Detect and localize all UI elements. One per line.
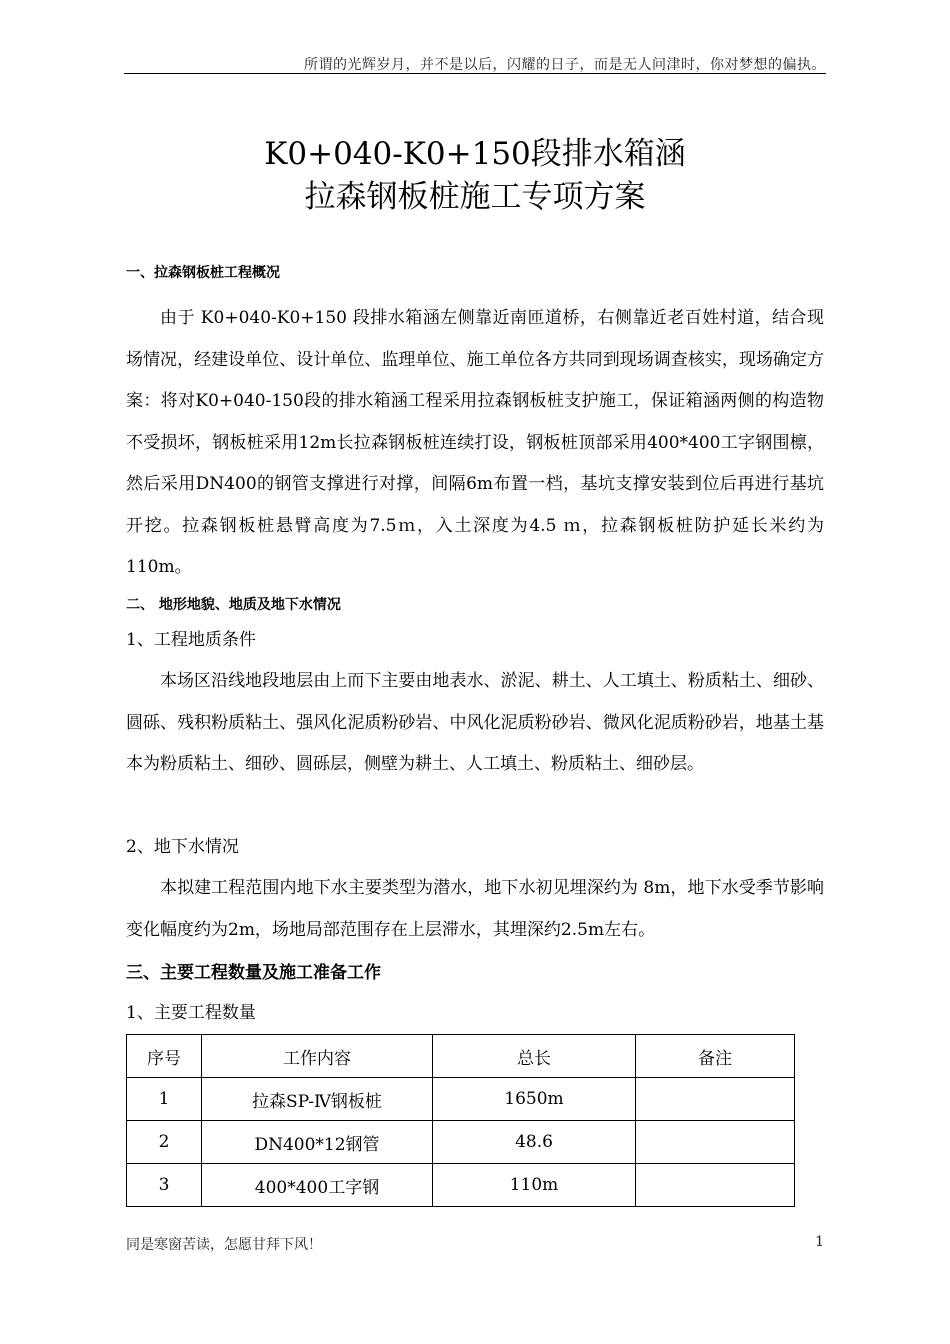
table-header-row — [127, 1035, 795, 1078]
section1-heading: 一、拉森钢板桩工程概况 — [126, 265, 280, 281]
table-header-cell: 备注 — [636, 1035, 795, 1078]
table-row — [127, 1164, 795, 1207]
section2-sub1: 1、工程地质条件 — [126, 630, 256, 650]
table-header-cell: 工作内容 — [202, 1035, 433, 1078]
document-body — [126, 258, 824, 1207]
table-cell — [636, 1121, 795, 1164]
quantity-table — [126, 1034, 795, 1207]
table-header-cell: 序号 — [127, 1035, 202, 1078]
footer-motto: 同是寒窗苦读，怎愿甘拜下风！ — [126, 1237, 322, 1253]
section2-sub2: 2、地下水情况 — [126, 837, 239, 857]
document-title-line1: K0+040-K0+150段排水箱涵 — [264, 136, 686, 172]
table-row — [127, 1121, 795, 1164]
table-cell: 110m — [433, 1164, 636, 1207]
page-number: 1 — [815, 1234, 824, 1250]
table-cell — [636, 1164, 795, 1207]
header-divider — [124, 73, 826, 74]
section2-para2: 本拟建工程范围内地下水主要类型为潜水，地下水初见埋深约为 8m，地下水受季节影响变化幅度约为2m，场地局部范围存在上层滞水，其埋深约2.5m左右。 — [126, 878, 824, 940]
table-cell: 1 — [127, 1078, 202, 1121]
section3-heading: 三、主要工程数量及施工准备工作 — [126, 963, 381, 983]
table-cell: DN400*12钢管 — [202, 1121, 433, 1164]
table-cell: 400*400工字钢 — [202, 1164, 433, 1207]
header-motto: 所谓的光辉岁月，并不是以后，闪耀的日子，而是无人问津时，你对梦想的偏执。 — [304, 57, 826, 73]
table-cell: 拉森SP-Ⅳ钢板桩 — [202, 1078, 433, 1121]
table-cell — [636, 1078, 795, 1121]
table-header-cell: 总长 — [433, 1035, 636, 1078]
table-row — [127, 1078, 795, 1121]
section3-sub1: 1、主要工程数量 — [126, 1003, 256, 1023]
section2-para1: 本场区沿线地段地层由上而下主要由地表水、淤泥、耕土、人工填土、粉质粘土、细砂、圆砾、残积粉质粘土、强风化泥质粉砂岩、中风化泥质粉砂岩、微风化泥质粉砂岩，地基土基本为粉质粘土、细砂、圆砾层，侧壁为耕土、人工填土、粉质粘土、细砂层。 — [126, 671, 824, 774]
section1-paragraph: 由于 K0+040-K0+150 段排水箱涵左侧靠近南匝道桥，右侧靠近老百姓村道，结合现场情况，经建设单位、设计单位、监理单位、施工单位各方共同到现场调查核实，现场确定方案：将对K0+040-150段的排水箱涵工程采用拉森钢板桩支护施工，保证箱涵两侧的构造物不受损坏，钢板桩采用12m长拉森钢板桩连续打设，钢板桩顶部采用400*400工字钢围檩，然后采用DN400的钢管支撑进行对撑，间隔6m布置一档，基坑支撑安装到位后再进行基坑开挖。拉森钢板桩悬臂高度为7.5ｍ，入土深度为4.5 ｍ，拉森钢板桩防护延长米约为110m。 — [126, 308, 824, 577]
table-cell: 3 — [127, 1164, 202, 1207]
table-cell: 2 — [127, 1121, 202, 1164]
section2-heading: 二、 地形地貌、地质及地下水情况 — [126, 597, 341, 613]
table-cell: 48.6 — [433, 1121, 636, 1164]
document-title-line2: 拉森钢板桩施工专项方案 — [304, 179, 646, 215]
table-cell: 1650m — [433, 1078, 636, 1121]
